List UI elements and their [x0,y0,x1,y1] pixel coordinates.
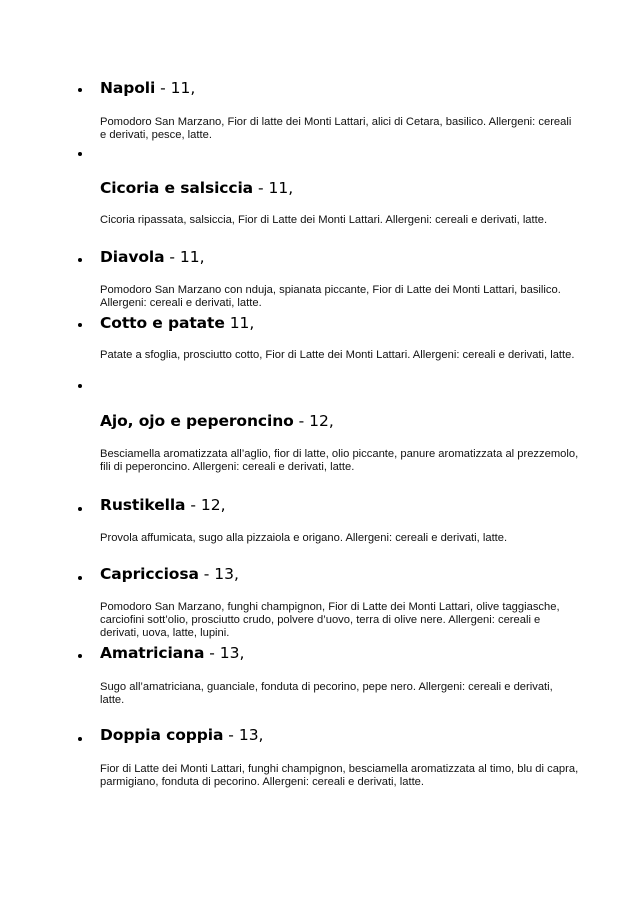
menu-item-description: Pomodoro San Marzano, Fior di latte dei Monti Lattari, alici di Cetara, basilico. Allergeni: cereali e derivati, pesce, latte. [100,116,572,141]
menu-item-description: Sugo all’amatriciana, guanciale, fonduta di pecorino, pepe nero. Allergeni: cereali e derivati, latte. [100,681,553,706]
bullet-icon [78,737,82,741]
menu-item-price: 11, [170,79,196,97]
empty-bullet-icon [78,384,82,388]
menu-item-title: Amatriciana - 13, [100,644,245,662]
menu-item-title: Doppia coppia - 13, [100,726,264,744]
empty-bullet-icon [78,152,82,156]
menu-item-price: 11, [229,314,255,332]
menu-item-name: Diavola [100,248,165,266]
menu-item-description: Provola affumicata, sugo alla pizzaiola e origano. Allergeni: cereali e derivati, latte. [100,532,508,544]
menu-item-name: Cicoria e salsiccia [100,179,254,197]
menu-item-description: Cicoria ripassata, salsiccia, Fior di Latte dei Monti Lattari. Allergeni: cereali e derivati, latte. [100,214,548,226]
menu-item-name: Doppia coppia [100,726,224,744]
menu-item-title [100,313,254,333]
menu-item-description: Besciamella aromatizzata all’aglio, fior di latte, olio piccante, panure aromatizzata al prezzemolo, fili di peperoncino. Allergeni: cereali e derivati, latte. [100,448,579,473]
bullet-icon [78,258,82,262]
menu-item-price: 11, [179,248,205,266]
menu-item-title: Rustikella - 12, [100,496,226,514]
bullet-icon [78,88,82,92]
menu-item-price: 13, [214,565,239,583]
menu-item-description: Fior di Latte dei Monti Lattari, funghi champignon, besciamella aromatizzata al timo, blu di capra, parmigiano, fonduta di pecorino. Allergeni: cereali e derivati, latte. [100,763,579,788]
bullet-icon [78,323,82,327]
bullet-icon [78,654,82,658]
menu-item-name: Ajo, ojo e peperoncino [100,412,294,430]
menu-item-title: Diavola - 11, [100,248,205,266]
menu-item-title: Ajo, ojo e peperoncino - 12, [100,412,334,430]
menu-item-price: 12, [200,496,226,514]
menu-item-description: Pomodoro San Marzano, funghi champignon, Fior di Latte dei Monti Lattari, olive taggiasche, carciofini sott’olio, prosciutto crudo, polvere d’uovo, terra di olive nere. Allergeni: cereali e derivati, uova, latte, lupini. [100,601,560,639]
menu-item-name: Napoli [100,79,156,97]
menu-item-title: Cicoria e salsiccia - 11, [100,179,294,197]
bullet-icon [78,576,82,580]
menu-item-title: Capricciosa - 13, [100,565,239,583]
menu-item-price: 11, [268,179,294,197]
menu-item-name: Rustikella [100,496,186,514]
menu-item-name: Capricciosa [100,565,199,583]
bullet-icon [78,507,82,511]
menu-item-title: Napoli - 11, [100,79,196,97]
menu-item-description: Pomodoro San Marzano con nduja, spianata piccante, Fior di Latte dei Monti Lattari, basilico. Allergeni: cereali e derivati, latte. [100,284,561,309]
menu-item-description: Patate a sfoglia, prosciutto cotto, Fior di Latte dei Monti Lattari. Allergeni: cereali e derivati, latte. [100,349,575,361]
menu-item-name: Cotto e patate [100,314,225,332]
menu-item-price: 13, [238,726,264,744]
menu-item-name: Amatriciana [100,644,205,662]
menu-item-price: 13, [219,644,245,662]
menu-item-price: 12, [309,412,334,430]
